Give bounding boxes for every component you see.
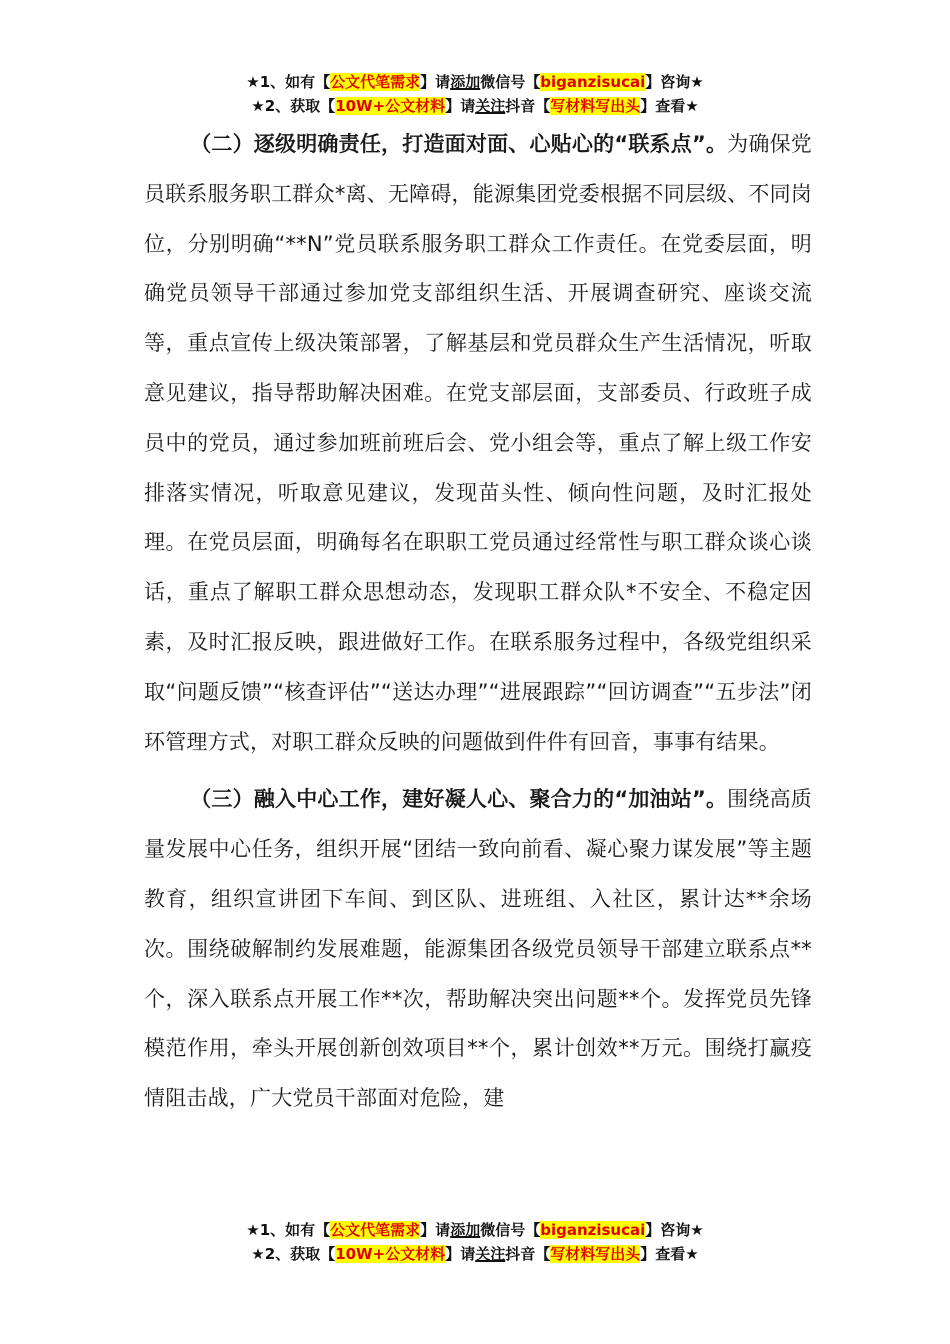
paragraph-heading: （三）融入中心工作，建好凝人心、聚合力的“加油站”。: [190, 787, 728, 812]
promo-highlight: 公文代笔需求: [330, 73, 421, 91]
promo-text: 】请: [420, 73, 451, 91]
promo-text: 抖音【: [505, 1245, 551, 1263]
promo-text: 微信号【: [480, 1221, 541, 1239]
promo-line-2: [0, 94, 950, 118]
top-promo-banner: [0, 70, 950, 118]
promo-highlight: 写材料写出头: [550, 1245, 641, 1263]
promo-underlined: 添加: [450, 1221, 481, 1239]
promo-line-2: [0, 1242, 950, 1266]
promo-text: 】请: [420, 1221, 451, 1239]
promo-underlined: 添加: [450, 73, 481, 91]
document-body: [144, 120, 812, 1124]
promo-highlight: 10W+公文材料: [335, 97, 446, 115]
paragraph-text: 为确保党员联系服务职工群众*离、无障碍，能源集团党委根据不同层级、不同岗位，分别明确“**N”党员联系服务职工群众工作责任。在党委层面，明确党员领导干部通过参加党支部组织生活、开展调查研究、座谈交流等，重点宣传上级决策部署，了解基层和党员群众生产生活情况，听取意见建议，指导帮助解决困难。在党支部层面，支部委员、行政班子成员中的党员，通过参加班前班后会、党小组会等，重点了解上级工作安排落实情况，听取意见建议，发现苗头性、倾向性问题，及时汇报处理。在党员层面，明确每名在职职工党员通过经常性与职工群众谈心谈话，重点了解职工群众思想动态，发现职工群众队*不安全、不稳定因素，及时汇报反映，跟进做好工作。在联系服务过程中，各级党组织采取“问题反馈”“核查评估”“送达办理”“进展跟踪”“回访调查”“五步法”闭环管理方式，对职工群众反映的问题做到件件有回音，事事有结果。: [144, 132, 812, 754]
promo-text: 】查看★: [640, 1245, 699, 1263]
promo-highlight: 写材料写出头: [550, 97, 641, 115]
promo-text: 】咨询★: [645, 1221, 704, 1239]
promo-text: 】请: [445, 97, 476, 115]
promo-text: 抖音【: [505, 97, 551, 115]
promo-line-1: [0, 70, 950, 94]
promo-line-1: [0, 1218, 950, 1242]
paragraph-text: 围绕高质量发展中心任务，组织开展“团结一致向前看、凝心聚力谋发展”等主题教育，组织宣讲团下车间、到区队、进班组、入社区，累计达**余场次。围绕破解制约发展难题，能源集团各级党员领导干部建立联系点**个，深入联系点开展工作**次，帮助解决突出问题**个。发挥党员先锋模范作用，牵头开展创新创效项目**个，累计创效**万元。围绕打赢疫情阻击战，广大党员干部面对危险，建: [144, 787, 812, 1111]
promo-text: ★1、如有【: [246, 1221, 331, 1239]
promo-highlight: 10W+公文材料: [335, 1245, 446, 1263]
paragraph: [144, 120, 812, 767]
promo-highlight: biganzisucai: [540, 73, 646, 91]
paragraph: [144, 775, 812, 1124]
promo-underlined: 关注: [475, 1245, 506, 1263]
bottom-promo-banner: [0, 1218, 950, 1266]
promo-text: 】请: [445, 1245, 476, 1263]
promo-text: ★1、如有【: [246, 73, 331, 91]
paragraph-heading: （二）逐级明确责任，打造面对面、心贴心的“联系点”。: [190, 132, 728, 156]
promo-underlined: 关注: [475, 97, 506, 115]
promo-highlight: biganzisucai: [540, 1221, 646, 1239]
promo-text: 】查看★: [640, 97, 699, 115]
promo-text: ★2、获取【: [251, 1245, 336, 1263]
promo-text: ★2、获取【: [251, 97, 336, 115]
promo-text: 微信号【: [480, 73, 541, 91]
promo-text: 】咨询★: [645, 73, 704, 91]
promo-highlight: 公文代笔需求: [330, 1221, 421, 1239]
